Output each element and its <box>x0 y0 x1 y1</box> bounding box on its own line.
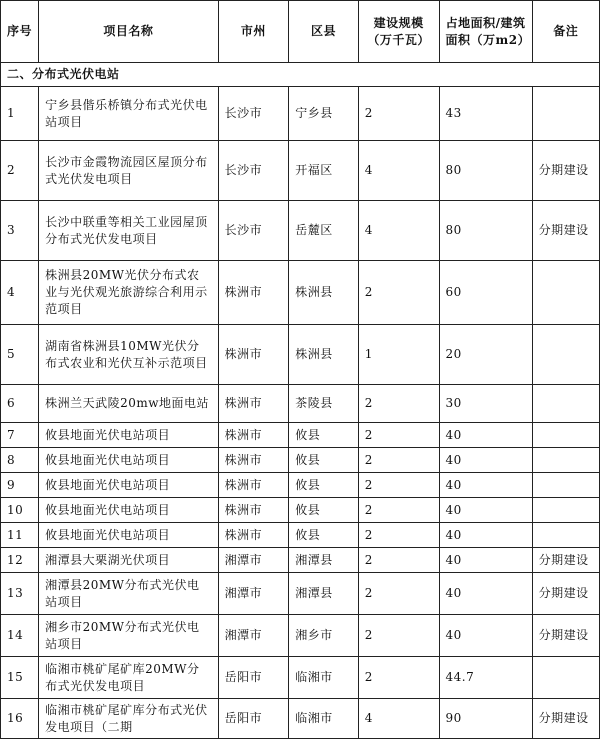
cell-city: 长沙市 <box>218 141 289 201</box>
table-row <box>1 261 600 325</box>
cell-area: 80 <box>439 201 532 261</box>
table-row <box>1 201 600 261</box>
cell-area: 44.7 <box>439 657 532 699</box>
table-row <box>1 498 600 523</box>
cell-scale: 2 <box>358 498 439 523</box>
cell-row-index: 1 <box>1 87 39 141</box>
cell-note <box>532 261 599 325</box>
cell-area: 40 <box>439 473 532 498</box>
cell-county: 湘乡市 <box>289 615 359 657</box>
cell-county: 岳麓区 <box>289 201 359 261</box>
cell-city: 长沙市 <box>218 87 289 141</box>
table-row <box>1 325 600 385</box>
cell-county: 攸县 <box>289 448 359 473</box>
cell-project-name: 攸县地面光伏电站项目 <box>39 423 218 448</box>
cell-county: 攸县 <box>289 473 359 498</box>
cell-project-name: 攸县地面光伏电站项目 <box>39 498 218 523</box>
cell-scale: 2 <box>358 548 439 573</box>
cell-county: 宁乡县 <box>289 87 359 141</box>
cell-row-index: 10 <box>1 498 39 523</box>
header-project-name: 项目名称 <box>39 1 218 63</box>
cell-project-name: 株洲县20MW光伏分布式农业与光伏观光旅游综合利用示范项目 <box>39 261 218 325</box>
cell-city: 株洲市 <box>218 325 289 385</box>
table-row <box>1 448 600 473</box>
table-row <box>1 87 600 141</box>
cell-project-name: 临湘市桃矿尾矿库20MW分布式光伏发电项目 <box>39 657 218 699</box>
cell-note <box>532 523 599 548</box>
cell-city: 株洲市 <box>218 423 289 448</box>
cell-note: 分期建设 <box>532 548 599 573</box>
cell-row-index: 9 <box>1 473 39 498</box>
cell-row-index: 11 <box>1 523 39 548</box>
cell-city: 株洲市 <box>218 448 289 473</box>
cell-scale: 4 <box>358 699 439 739</box>
cell-county: 开福区 <box>289 141 359 201</box>
cell-county: 临湘市 <box>289 699 359 739</box>
cell-city: 岳阳市 <box>218 657 289 699</box>
cell-area: 43 <box>439 87 532 141</box>
cell-project-name: 湖南省株洲县10MW光伏分布式农业和光伏互补示范项目 <box>39 325 218 385</box>
cell-city: 株洲市 <box>218 261 289 325</box>
cell-area: 30 <box>439 385 532 423</box>
table-body <box>1 63 600 739</box>
cell-area: 40 <box>439 423 532 448</box>
cell-county: 湘潭县 <box>289 548 359 573</box>
cell-note <box>532 657 599 699</box>
cell-row-index: 2 <box>1 141 39 201</box>
section-row <box>1 63 600 87</box>
header-city: 市州 <box>218 1 289 63</box>
cell-note <box>532 473 599 498</box>
cell-city: 长沙市 <box>218 201 289 261</box>
cell-note: 分期建设 <box>532 699 599 739</box>
cell-scale: 2 <box>358 448 439 473</box>
cell-county: 茶陵县 <box>289 385 359 423</box>
cell-county: 株洲县 <box>289 325 359 385</box>
cell-area: 40 <box>439 448 532 473</box>
cell-row-index: 16 <box>1 699 39 739</box>
cell-scale: 2 <box>358 615 439 657</box>
cell-row-index: 6 <box>1 385 39 423</box>
cell-city: 株洲市 <box>218 385 289 423</box>
cell-area: 40 <box>439 615 532 657</box>
cell-scale: 2 <box>358 261 439 325</box>
cell-county: 湘潭县 <box>289 573 359 615</box>
cell-row-index: 12 <box>1 548 39 573</box>
header-row <box>1 1 600 63</box>
table-row <box>1 473 600 498</box>
cell-project-name: 长沙市金霞物流园区屋顶分布式光伏发电项目 <box>39 141 218 201</box>
cell-area: 40 <box>439 548 532 573</box>
cell-city: 株洲市 <box>218 498 289 523</box>
cell-scale: 2 <box>358 523 439 548</box>
cell-area: 80 <box>439 141 532 201</box>
table-row <box>1 699 600 739</box>
cell-project-name: 攸县地面光伏电站项目 <box>39 523 218 548</box>
cell-project-name: 湘潭县20MW分布式光伏电站项目 <box>39 573 218 615</box>
cell-county: 攸县 <box>289 523 359 548</box>
cell-county: 株洲县 <box>289 261 359 325</box>
cell-project-name: 湘潭县大栗湖光伏项目 <box>39 548 218 573</box>
cell-area: 90 <box>439 699 532 739</box>
cell-note <box>532 423 599 448</box>
cell-note: 分期建设 <box>532 141 599 201</box>
cell-scale: 2 <box>358 573 439 615</box>
cell-project-name: 湘乡市20MW分布式光伏电站项目 <box>39 615 218 657</box>
cell-city: 湘潭市 <box>218 573 289 615</box>
cell-project-name: 临湘市桃矿尾矿库分布式光伏发电项目（二期 <box>39 699 218 739</box>
table-row <box>1 573 600 615</box>
cell-row-index: 8 <box>1 448 39 473</box>
header-index: 序号 <box>1 1 39 63</box>
cell-note <box>532 385 599 423</box>
cell-county: 攸县 <box>289 423 359 448</box>
cell-note <box>532 448 599 473</box>
cell-row-index: 5 <box>1 325 39 385</box>
table-row <box>1 657 600 699</box>
cell-city: 湘潭市 <box>218 548 289 573</box>
cell-area: 60 <box>439 261 532 325</box>
section-title: 二、分布式光伏电站 <box>1 63 600 87</box>
cell-row-index: 3 <box>1 201 39 261</box>
cell-city: 株洲市 <box>218 473 289 498</box>
table-row <box>1 615 600 657</box>
cell-note: 分期建设 <box>532 201 599 261</box>
header-scale: 建设规模（万千瓦） <box>358 1 439 63</box>
table-row <box>1 548 600 573</box>
cell-project-name: 株洲兰天武陵20mw地面电站 <box>39 385 218 423</box>
cell-area: 40 <box>439 523 532 548</box>
header-county: 区县 <box>289 1 359 63</box>
cell-row-index: 13 <box>1 573 39 615</box>
cell-area: 40 <box>439 573 532 615</box>
cell-scale: 4 <box>358 141 439 201</box>
cell-scale: 2 <box>358 87 439 141</box>
cell-row-index: 7 <box>1 423 39 448</box>
cell-note: 分期建设 <box>532 573 599 615</box>
cell-row-index: 4 <box>1 261 39 325</box>
cell-scale: 2 <box>358 657 439 699</box>
cell-city: 湘潭市 <box>218 615 289 657</box>
cell-area: 20 <box>439 325 532 385</box>
cell-city: 岳阳市 <box>218 699 289 739</box>
table-row <box>1 523 600 548</box>
table-row <box>1 141 600 201</box>
cell-row-index: 14 <box>1 615 39 657</box>
cell-project-name: 攸县地面光伏电站项目 <box>39 448 218 473</box>
cell-area: 40 <box>439 498 532 523</box>
cell-note <box>532 498 599 523</box>
cell-note <box>532 87 599 141</box>
cell-note <box>532 325 599 385</box>
cell-scale: 1 <box>358 325 439 385</box>
cell-city: 株洲市 <box>218 523 289 548</box>
header-area: 占地面积/建筑面积（万m2） <box>439 1 532 63</box>
cell-county: 临湘市 <box>289 657 359 699</box>
cell-scale: 2 <box>358 385 439 423</box>
cell-project-name: 攸县地面光伏电站项目 <box>39 473 218 498</box>
cell-project-name: 宁乡县偕乐桥镇分布式光伏电站项目 <box>39 87 218 141</box>
cell-note: 分期建设 <box>532 615 599 657</box>
cell-scale: 2 <box>358 473 439 498</box>
cell-county: 攸县 <box>289 498 359 523</box>
cell-scale: 4 <box>358 201 439 261</box>
cell-scale: 2 <box>358 423 439 448</box>
table-row <box>1 423 600 448</box>
cell-project-name: 长沙中联重等相关工业园屋顶分布式光伏发电项目 <box>39 201 218 261</box>
table-row <box>1 385 600 423</box>
cell-row-index: 15 <box>1 657 39 699</box>
header-note: 备注 <box>532 1 599 63</box>
